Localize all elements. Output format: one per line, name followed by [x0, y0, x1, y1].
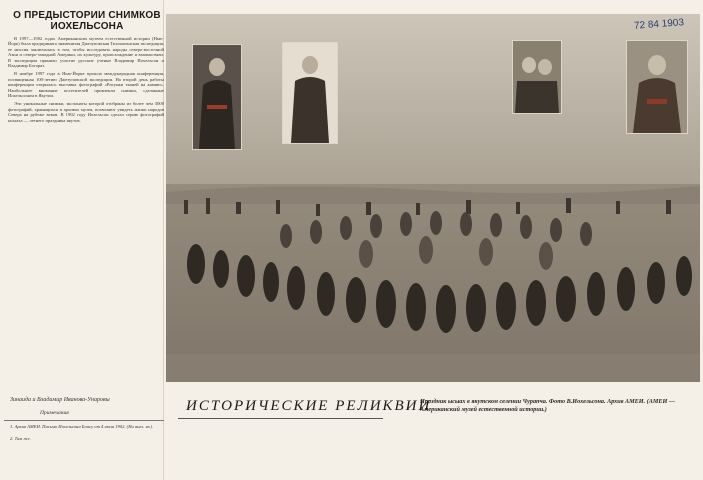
note-item: 1. Архив АМЕИ. Письмо Иохельсона Боасу от 4 июля 1902. (На англ. яз.). [10, 424, 154, 429]
inset-portrait-left [192, 44, 242, 150]
inset-portrait-center [282, 42, 338, 144]
portrait-image [283, 43, 337, 143]
festival-photo-image [166, 14, 700, 382]
section-heading-rule [178, 418, 383, 419]
portrait-image [193, 45, 241, 149]
article-column [4, 6, 164, 476]
article-paragraph: В ноябре 1997 года в Нью-Йорке прошла международная конференция, посвященная 100-летию Джезуповской экспедиции. На второй день работы конференции открылась выставка фотографий «Рисунки тканей на камню». Наибольшее внимание посетителей привлекли снимки, сделанные Иохельсоном в Якутии. [8, 71, 164, 99]
article-authors: Зинаида и Владимир Иванова-Унаровы [10, 397, 110, 403]
article-paragraph: В 1997—1902 годах Американским музеем естественной истории (Нью-Йорк) была предпринята знаменитая Джезуповская Тихоокеанская экспедиция, ее миссия заключалась в том, чтобы исследовать народы северо-восточной Азии и северо-западной Америки, их культуру, происхождение и взаимосвязи. В экспедиции приняли участие русские ученые Владимир Иохельсон и Владимир Богораз. [8, 36, 164, 69]
notes-heading: Примечания [40, 410, 69, 416]
inset-portrait-group [512, 40, 562, 114]
handwritten-archive-number: 72 84 1903 [633, 17, 685, 32]
inset-portrait-right [626, 40, 688, 134]
notes-divider [4, 420, 164, 421]
article-body [8, 36, 164, 386]
article-title: О ПРЕДЫСТОРИИ СНИМКОВ ИОХЕЛЬСОНА [13, 10, 161, 32]
section-heading: ИСТОРИЧЕСКИЕ РЕЛИКВИИ [186, 398, 432, 414]
portrait-image [627, 41, 687, 133]
photo-caption: Праздник ысыах в якутском селении Чурапча. Фото В.Иохельсона. Архив АМЕИ. (АМЕИ — Американский музей естественной истории.) [420, 398, 676, 413]
historic-photo [166, 14, 700, 382]
article-paragraph: Эти уникальные снимки, экспонаты которой отобраны из более чем 3000 фотографий, хранящихся в архивах музея, позволяют увидеть жизнь народов Севера на рубеже веков. В 1902 году Иохельсон сделал серию фотографий ысыаха — летнего праздника якутов. [8, 101, 164, 123]
portrait-image [513, 41, 561, 113]
note-item: 2. Там же. [10, 436, 31, 441]
